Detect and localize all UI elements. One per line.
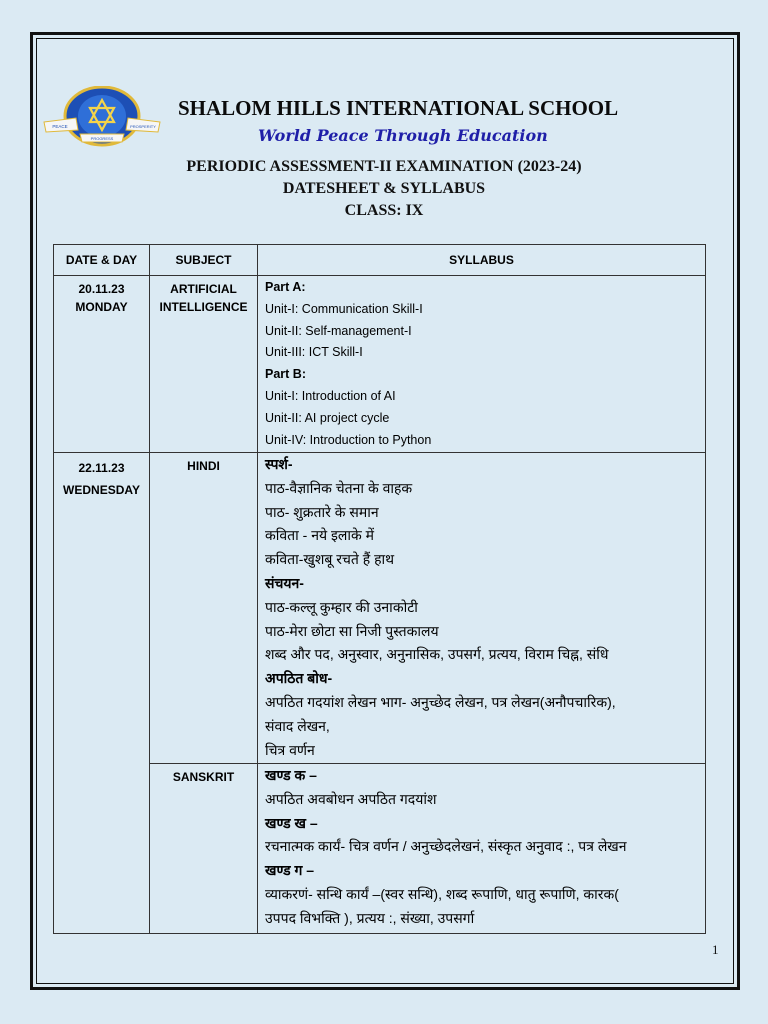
syllabus-cell xyxy=(258,764,706,934)
date-cell xyxy=(54,453,150,934)
subject-name-line: SANSKRIT xyxy=(172,770,235,784)
logo-text-prosperity: PROSPERITY xyxy=(130,124,156,129)
column-header-date: DATE & DAY xyxy=(54,245,150,276)
syllabus-line: खण्ड ख – xyxy=(265,814,318,831)
syllabus-line: स्पर्श- xyxy=(265,456,293,472)
school-logo xyxy=(42,86,162,148)
subject-name-line: INTELLIGENCE xyxy=(159,300,248,314)
subject-cell xyxy=(150,764,258,934)
syllabus-line: अपठित अवबोधन अपठित गदयांश xyxy=(265,790,437,807)
syllabus-line: पाठ-कल्लू कुम्हार की उनाकोटी xyxy=(265,598,418,615)
syllabus-line: रचनात्मक कार्यं- चित्र वर्णन / अनुच्छेदलेखनं, संस्कृत अनुवाद :, पत्र लेखन xyxy=(265,838,627,855)
syllabus-line: Unit-III: ICT Skill-I xyxy=(265,345,363,360)
syllabus-line: Unit-I: Communication Skill-I xyxy=(265,301,423,316)
syllabus-line: संवाद लेखन, xyxy=(265,717,330,734)
subject-cell xyxy=(150,453,258,764)
syllabus-cell xyxy=(258,276,706,453)
syllabus-line: खण्ड क – xyxy=(265,767,317,783)
syllabus-line: Unit-IV: Introduction to Python xyxy=(265,432,432,447)
subject-cell xyxy=(150,276,258,453)
subject-name-line: HINDI xyxy=(187,459,220,473)
subject-name-line: ARTIFICIAL xyxy=(170,282,237,296)
syllabus-line: Part B: xyxy=(265,367,306,382)
syllabus-line: अपठित बोध- xyxy=(265,670,333,687)
logo-text-progress: PROGRESS xyxy=(90,136,114,141)
syllabus-line: संचयन- xyxy=(265,574,304,591)
syllabus-line: कविता - नये इलाके में xyxy=(265,527,374,544)
date-cell xyxy=(54,276,150,453)
syllabus-line: अपठित गदयांश लेखन भाग- अनुच्छेद लेखन, पत्र लेखन(अनौपचारिक), xyxy=(265,693,616,710)
page-number: 1 xyxy=(712,942,719,957)
table-row xyxy=(54,276,706,453)
syllabus-line: Unit-II: AI project cycle xyxy=(265,410,390,425)
exam-subtitle: DATESHEET & SYLLABUS xyxy=(282,180,486,197)
syllabus-line: पाठ-मेरा छोटा सा निजी पुस्तकालय xyxy=(265,622,439,639)
school-motto: World Peace Through Education xyxy=(258,126,548,145)
syllabus-cell xyxy=(258,453,706,764)
table-row xyxy=(54,453,706,764)
table-header-row xyxy=(54,245,706,276)
exam-date: 22.11.23 xyxy=(78,461,125,475)
column-header-subject: SUBJECT xyxy=(150,245,258,276)
syllabus-line: शब्द और पद, अनुस्वार, अनुनासिक, उपसर्ग, प्रत्यय, विराम चिह्न, संधि xyxy=(265,646,609,663)
class-label: CLASS: IX xyxy=(344,202,424,219)
syllabus-line: Part A: xyxy=(265,280,306,294)
datesheet-table xyxy=(53,244,706,934)
syllabus-line: उपपद विभक्ति ), प्रत्यय :, संख्या, उपसर्गा xyxy=(265,909,475,926)
table-row xyxy=(54,764,706,934)
exam-date: 20.11.23 xyxy=(78,282,125,296)
syllabus-line: कविता-खुशबू रचते हैं हाथ xyxy=(265,551,395,568)
syllabus-line: पाठ- शुक्रतारे के समान xyxy=(265,503,379,520)
exam-title: PERIODIC ASSESSMENT-II EXAMINATION (2023-24) xyxy=(186,158,582,175)
exam-day: MONDAY xyxy=(75,300,128,314)
logo-text-peace: PEACE xyxy=(52,124,68,129)
syllabus-line: चित्र वर्णन xyxy=(265,741,315,758)
exam-day: WEDNESDAY xyxy=(63,483,140,497)
syllabus-line: Unit-I: Introduction of AI xyxy=(265,388,396,403)
syllabus-line: व्याकरणं- सन्धि कार्यं –(स्वर सन्धि), शब्द रूपाणि, धातु रूपाणि, कारक( xyxy=(265,885,619,902)
syllabus-line: खण्ड ग – xyxy=(265,862,315,879)
school-name: SHALOM HILLS INTERNATIONAL SCHOOL xyxy=(178,96,619,120)
syllabus-line: Unit-II: Self-management-I xyxy=(265,323,412,338)
column-header-syllabus: SYLLABUS xyxy=(258,245,706,276)
syllabus-line: पाठ-वैज्ञानिक चेतना के वाहक xyxy=(265,479,413,496)
